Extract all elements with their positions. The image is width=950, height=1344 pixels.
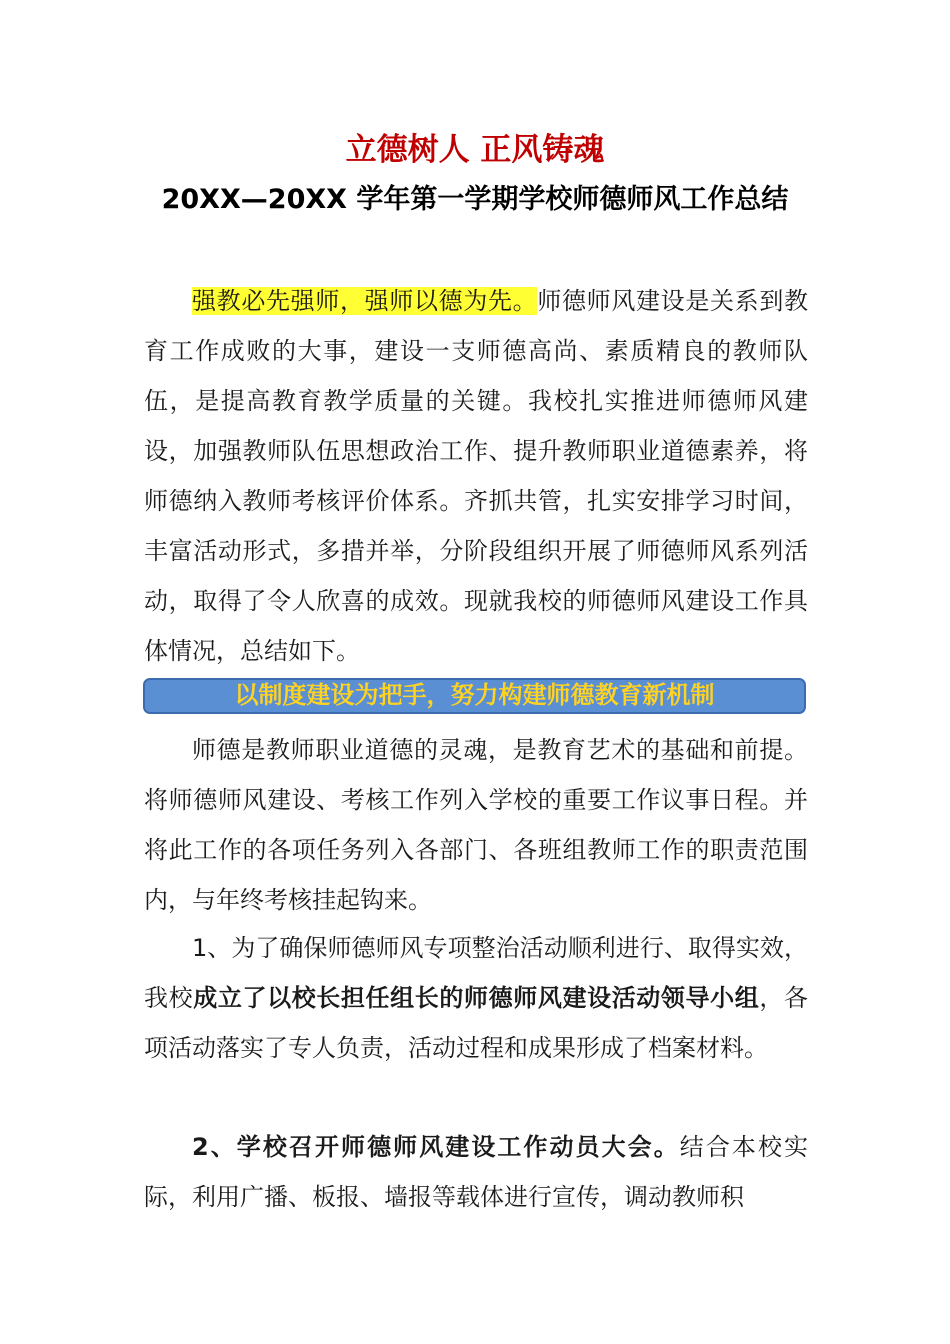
paragraph-text: 1、为了确保师德师风专项整治活动顺利进行、取得实效，我校	[144, 934, 808, 1012]
paragraph-text: 结合本校实际，利用广播、板报、墙报等载体进行宣传，调动教师积	[144, 1133, 809, 1211]
intro-paragraph	[144, 276, 808, 676]
bold-text: 2、学校召开师德师风建设工作动员大会。	[192, 1133, 680, 1161]
document-subtitle: 20XX—20XX 学年第一学期学校师德师风工作总结	[161, 184, 789, 215]
section-heading: 以制度建设为把手，努力构建师德教育新机制	[143, 678, 806, 714]
document-title: 立德树人 正风铸魂	[345, 132, 605, 168]
paragraph-text: 师德师风建设是关系到教育工作成败的大事，建设一支师德高尚、素质精良的教师队伍，是提高教育教学质量的关键。我校扎实推进师德师风建设，加强教师队伍思想政治工作、提升教师职业道德素养，将师德纳入教师考核评价体系。齐抓共管，扎实安排学习时间，丰富活动形式，多措并举，分阶段组织开展了师德师风系列活动，取得了令人欣喜的成效。现就我校的师德师风建设工作具体情况，总结如下。	[144, 287, 809, 665]
body-paragraph: 师德是教师职业道德的灵魂，是教育艺术的基础和前提。将师德师风建设、考核工作列入学校的重要工作议事日程。并将此工作的各项任务列入各部门、各班组教师工作的职责范围内，与年终考核挂起钩来。	[144, 736, 808, 914]
body-paragraph	[144, 1122, 808, 1222]
bold-text: 成立了以校长担任组长的师德师风建设活动领导小组	[193, 984, 760, 1012]
paragraph-text: ，各项活动落实了专人负责，活动过程和成果形成了档案材料。	[144, 984, 809, 1062]
highlighted-text: 强教必先强师，强师以德为先。	[192, 287, 538, 315]
body-paragraph	[144, 923, 808, 1073]
